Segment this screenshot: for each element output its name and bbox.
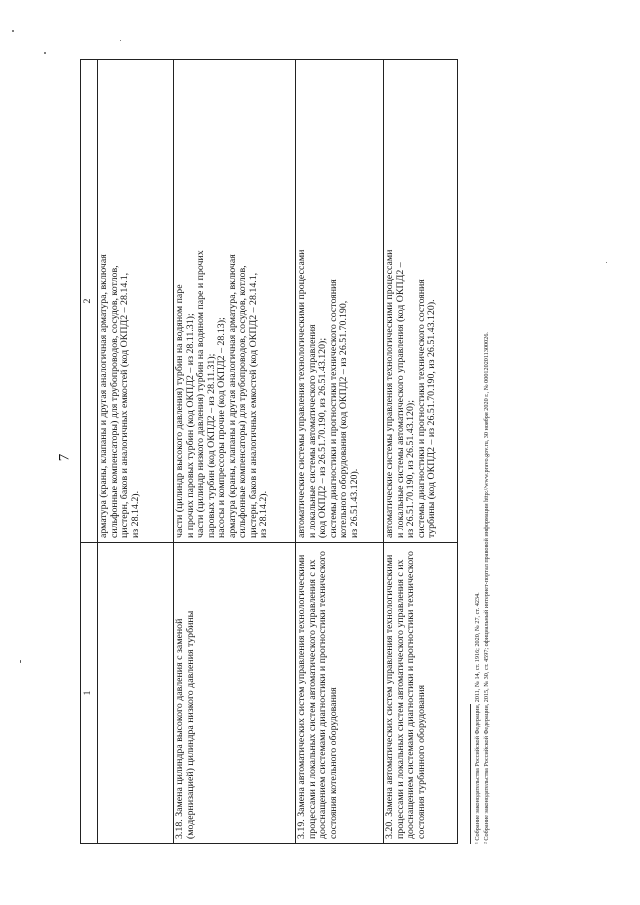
cell-line: процессами и локальных систем автоматического управления с их — [394, 559, 406, 839]
cell-line: части (цилиндр низкого давления) турбин на водяном паре и прочих — [195, 250, 206, 538]
cell-line: 3.19. Замена автоматических систем управления технологическими — [296, 554, 307, 839]
cell-line: из 26.51.43.120). — [348, 468, 360, 538]
measure-cell — [384, 543, 458, 844]
cell-line: сильфонные компенсаторы) для трубопроводов, сосудов, котлов, — [108, 265, 120, 538]
cell-line: и прочих паровых турбин (код ОКПД2 – из 28.11.31); — [184, 313, 196, 538]
page-number: 7 — [56, 453, 73, 462]
cell-line: насосы и компрессоры прочие (код ОКПД2 – 28.13); — [216, 317, 227, 538]
cell-line: состояния турбинного оборудования — [415, 684, 427, 839]
cell-line: цистерн, баков и аналогичных емкостей (код ОКПД2 – 28.14.1, — [247, 272, 259, 538]
scan-speck — [12, 30, 14, 32]
footnote-divider — [470, 704, 471, 844]
cell-line: из 28.14.2). — [129, 490, 141, 538]
cell-line: паровых турбин (код ОКПД2 – из 28.11.31); — [205, 353, 217, 538]
table-header-row — [81, 60, 98, 844]
scan-speck — [120, 40, 121, 41]
scan-speck — [20, 660, 21, 663]
cell-line: из 28.14.2). — [258, 490, 269, 538]
cell-line: дооснащением системами диагностики и прогностики технического — [317, 551, 328, 839]
equipment-cell — [174, 60, 296, 543]
cell-line: (код ОКПД2 – из 26.51.70.190, из 26.51.43.120); — [317, 337, 328, 538]
cell-line: системы диагностики и прогностики технического состояния — [415, 279, 427, 538]
cell-line: 3.20. Замена автоматических систем управления технологическими — [384, 554, 395, 839]
cell-line: котельного оборудования (код ОКПД2 – из 26.51.70.190, — [338, 300, 349, 538]
cell-line: и локальные системы автоматического управления — [306, 324, 318, 538]
cell-line: системы диагностики и прогностики технического состояния — [327, 279, 339, 538]
cell-line: состояния котельного оборудования — [327, 687, 339, 839]
footnote-1: ¹ Собрание законодательства Российской Федерации, 2011, № 14, ст. 1916; 2020, № 27, ст. 4234. — [474, 592, 481, 844]
scan-speck — [606, 262, 607, 263]
cell-line: автоматические системы управления технологическими процессами — [384, 249, 395, 538]
measure-cell — [174, 543, 296, 844]
table-row — [174, 60, 296, 844]
equipment-cell — [296, 60, 384, 543]
footnotes — [470, 332, 510, 844]
table-row — [384, 60, 458, 844]
measure-cell — [296, 543, 384, 844]
scan-speck — [44, 52, 46, 54]
cell-line: (модернизацией) цилиндра низкого давления турбины — [184, 610, 196, 839]
footnote-2: ² Собрание законодательства Российской Федерации, 2015, № 30, ст. 4597; официальный интернет-портал правовой информации http://www.pravo.gov.ru, 30 ноября 2020 г., № 0001202011300026. — [483, 332, 490, 844]
cell-line: сильфонные компенсаторы) для трубопроводов, сосудов, котлов, — [237, 265, 248, 538]
cell-line: турбины (код ОКПД2 – из 26.51.70.190, из 26.51.43.120). — [426, 299, 437, 538]
cell-line: арматура (краны, клапаны и другая аналогичная арматура, включая — [98, 254, 109, 538]
equipment-cell — [384, 60, 458, 543]
cell-line: дооснащением системами диагностики и прогностики технического — [405, 551, 416, 839]
table-row — [98, 60, 174, 844]
cell-line: автоматические системы управления технологическими процессами — [296, 249, 307, 538]
measure-cell — [98, 543, 174, 844]
header-cell-2: 2 — [81, 60, 98, 543]
cell-line: арматура (краны, клапаны и другая аналогичная арматура, включая — [226, 254, 238, 538]
equipment-table — [80, 59, 458, 844]
cell-line: цистерн, баков и аналогичных емкостей (код ОКПД2 – 28.14.1, — [119, 272, 130, 538]
equipment-cell — [98, 60, 174, 543]
table-row — [296, 60, 384, 844]
cell-line: и локальные системы автоматического управления (код ОКПД2 – — [394, 262, 406, 538]
cell-line: процессами и локальных систем автоматического управления с их — [306, 559, 318, 839]
rotated-table-container — [80, 60, 454, 844]
cell-line: из 26.51.70.190, из 26.51.43.120); — [405, 400, 416, 538]
header-cell-1: 1 — [81, 543, 98, 844]
cell-line: части (цилиндр высокого давления) турбин на водяном паре — [174, 284, 185, 538]
cell-line: 3.18. Замена цилиндра высокого давления с заменой — [174, 618, 185, 839]
